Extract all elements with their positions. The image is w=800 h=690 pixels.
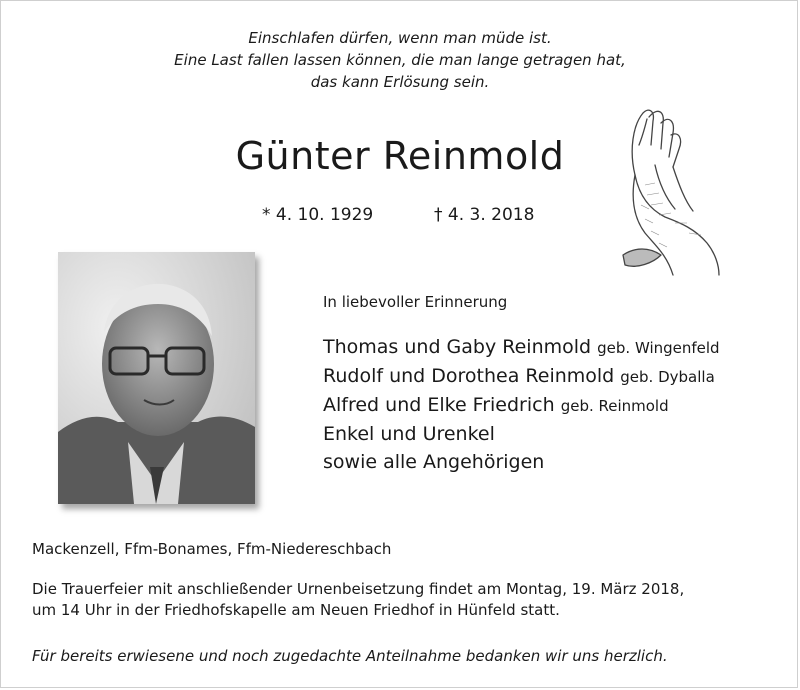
verse	[0, 27, 800, 93]
service-line: Die Trauerfeier mit anschließender Urnenbeisetzung findet am Montag, 19. März 2018,	[32, 580, 685, 598]
praying-hands-icon	[615, 105, 727, 277]
family-names: Thomas und Gaby Reinmold	[323, 336, 592, 358]
family-row	[323, 333, 720, 362]
family-list	[323, 333, 720, 476]
verse-line: Einschlafen dürfen, wenn man müde ist.	[248, 29, 552, 47]
family-row	[323, 391, 720, 420]
verse-line: das kann Erlösung sein.	[310, 73, 490, 91]
maiden-name: geb. Reinmold	[560, 397, 669, 415]
family-row	[323, 362, 720, 391]
memory-line: In liebevoller Erinnerung	[323, 293, 508, 311]
birth-date: * 4. 10. 1929	[262, 205, 374, 225]
family-names: sowie alle Angehörigen	[323, 451, 545, 473]
family-names: Alfred und Elke Friedrich	[323, 394, 555, 416]
family-row	[323, 420, 720, 448]
family-row	[323, 448, 720, 476]
death-date: † 4. 3. 2018	[434, 205, 535, 225]
maiden-name: geb. Dyballa	[620, 368, 715, 386]
places-line: Mackenzell, Ffm-Bonames, Ffm-Niedereschbach	[32, 540, 392, 558]
deceased-name: Günter Reinmold	[235, 134, 565, 178]
portrait-image	[58, 252, 255, 504]
family-names: Enkel und Urenkel	[323, 423, 495, 445]
maiden-name: geb. Wingenfeld	[597, 339, 720, 357]
verse-line: Eine Last fallen lassen können, die man lange getragen hat,	[174, 51, 626, 69]
portrait-photo	[58, 252, 255, 504]
service-info	[32, 579, 684, 621]
service-line: um 14 Uhr in der Friedhofskapelle am Neuen Friedhof in Hünfeld statt.	[32, 601, 560, 619]
thanks-line: Für bereits erwiesene und noch zugedachte Anteilnahme bedanken wir uns herzlich.	[32, 647, 668, 665]
family-names: Rudolf und Dorothea Reinmold	[323, 365, 615, 387]
